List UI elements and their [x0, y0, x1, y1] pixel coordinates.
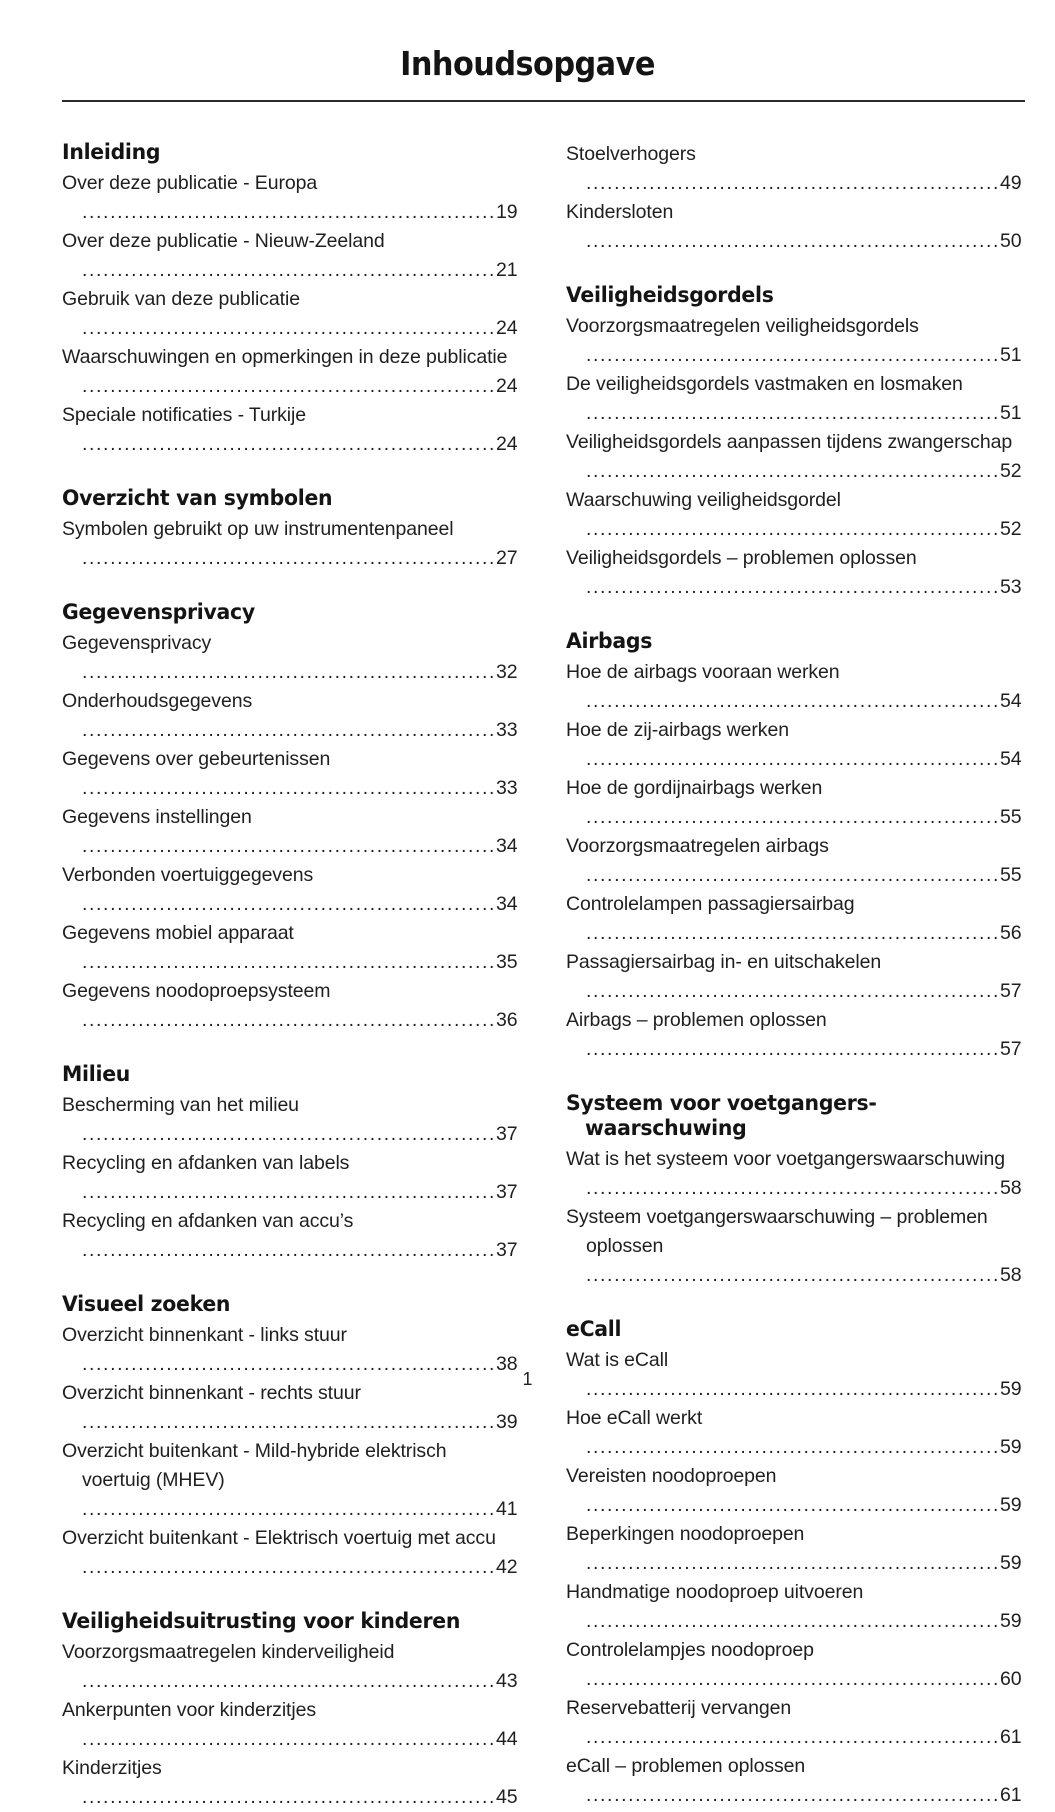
toc-entry-label: Overzicht buitenkant - Mild-hybride elektrisch voertuig (MHEV) [62, 1440, 447, 1491]
toc-entry-page-number: 52 [1000, 460, 1022, 482]
toc-entry[interactable] [62, 1696, 520, 1754]
toc-entry-label: Wat is eCall [566, 1349, 669, 1371]
toc-entry[interactable] [62, 803, 520, 861]
toc-entry-page-number: 58 [1000, 1264, 1022, 1286]
toc-entry-page-number: 55 [1000, 864, 1022, 886]
toc-entry-page-number: 34 [496, 835, 518, 857]
toc-entry[interactable] [566, 948, 1024, 1006]
toc-leader-dots: ........................................................... [586, 922, 1001, 944]
toc-leader-dots: ........................................................... [586, 690, 1001, 712]
toc-entry-label: Over deze publicatie - Europa [62, 172, 318, 194]
toc-entry-label: Ankerpunten voor kinderzitjes [62, 1699, 316, 1721]
toc-entry[interactable] [566, 486, 1024, 544]
toc-entry-page-number: 33 [496, 719, 518, 741]
toc-entry-page-number: 44 [496, 1728, 518, 1750]
toc-entry[interactable] [62, 629, 520, 687]
toc-entry-label: Gebruik van deze publicatie [62, 288, 300, 310]
toc-entry-page-number: 34 [496, 893, 518, 915]
toc-entry-page-number: 45 [496, 1786, 518, 1808]
toc-entry-label: Gegevens instellingen [62, 806, 252, 828]
toc-entry-label: Overzicht binnenkant - rechts stuur [62, 1382, 361, 1404]
toc-entry-page-number: 57 [1000, 1038, 1022, 1060]
toc-entry[interactable] [566, 544, 1024, 602]
toc-section-heading: Veiligheidsgordels [566, 283, 774, 308]
toc-entry-page-number: 59 [1000, 1494, 1022, 1516]
toc-entry-label: Gegevens over gebeurtenissen [62, 748, 331, 770]
toc-leader-dots: ........................................................... [82, 1670, 497, 1692]
toc-entry-page-number: 54 [1000, 690, 1022, 712]
toc-entry[interactable] [62, 515, 520, 573]
toc-entry-page-number: 39 [496, 1411, 518, 1433]
toc-entry-page-number: 36 [496, 1009, 518, 1031]
toc-entry[interactable] [566, 1462, 1024, 1520]
toc-leader-dots: ........................................................... [82, 259, 497, 281]
toc-entry[interactable] [566, 312, 1024, 370]
toc-entry-page-number: 53 [1000, 576, 1022, 598]
toc-leader-dots: ........................................................... [586, 1552, 1001, 1574]
toc-leader-dots: ........................................................... [586, 402, 1001, 424]
toc-entry-page-number: 52 [1000, 518, 1022, 540]
toc-entry[interactable] [566, 1404, 1024, 1462]
toc-leader-dots: ........................................................... [586, 806, 1001, 828]
toc-leader-dots: ........................................................... [82, 201, 497, 223]
toc-leader-dots: ........................................................... [586, 344, 1001, 366]
toc-leader-dots: ........................................................... [82, 1786, 497, 1808]
toc-leader-dots: ........................................................... [82, 1353, 497, 1375]
toc-entry-label: Beperkingen noodoproepen [566, 1523, 805, 1545]
toc-entry[interactable] [62, 285, 520, 343]
toc-section-heading: Milieu [62, 1062, 131, 1087]
toc-entry-label: Veiligheidsgordels aanpassen tijdens zwangerschap [566, 431, 1013, 453]
toc-section-heading: Overzicht van symbolen [62, 486, 333, 511]
toc-entry-label: Waarschuwingen en opmerkingen in deze publicatie [62, 346, 508, 368]
toc-entry-label: De veiligheidsgordels vastmaken en losmaken [566, 373, 963, 395]
toc-entry-label: Wat is het systeem voor voetgangerswaarschuwing [566, 1148, 1005, 1170]
toc-section-heading: Veiligheidsuitrusting voor kinderen [62, 1609, 461, 1634]
toc-entry-label: Airbags – problemen oplossen [566, 1009, 827, 1031]
toc-section-heading: Airbags [566, 629, 653, 654]
toc-entry[interactable] [62, 1091, 520, 1149]
toc-leader-dots: ........................................................... [586, 576, 1001, 598]
toc-entry[interactable] [566, 1694, 1024, 1752]
toc-section [62, 140, 520, 459]
toc-right-column [566, 140, 1024, 1812]
toc-entry[interactable] [62, 1524, 520, 1582]
toc-entry[interactable] [62, 919, 520, 977]
toc-entry[interactable] [566, 716, 1024, 774]
toc-entry[interactable] [62, 861, 520, 919]
toc-section [62, 1062, 520, 1265]
toc-leader-dots: ........................................................... [82, 893, 497, 915]
toc-leader-dots: ........................................................... [586, 1177, 1001, 1199]
toc-entry[interactable] [62, 687, 520, 745]
toc-entry-page-number: 49 [1000, 172, 1022, 194]
toc-entry-page-number: 59 [1000, 1378, 1022, 1400]
toc-entry-label: Voorzorgsmaatregelen kinderveiligheid [62, 1641, 395, 1663]
toc-entry[interactable] [62, 343, 520, 401]
toc-section [566, 283, 1024, 602]
footer-page-number: 1 [522, 1369, 533, 1389]
toc-entry-page-number: 51 [1000, 344, 1022, 366]
toc-leader-dots: ........................................................... [82, 1123, 497, 1145]
toc-entry-label: Recycling en afdanken van accu’s [62, 1210, 354, 1232]
toc-entry-label: Hoe de airbags vooraan werken [566, 661, 840, 683]
toc-leader-dots: ........................................................... [586, 748, 1001, 770]
toc-entry-page-number: 41 [496, 1498, 518, 1520]
toc-section [62, 486, 520, 573]
page-title: Inhoudsopgave [400, 44, 655, 83]
toc-leader-dots: ........................................................... [586, 1378, 1001, 1400]
toc-entry[interactable] [62, 745, 520, 803]
title-divider [62, 100, 1025, 102]
toc-leader-dots: ........................................................... [586, 518, 1001, 540]
toc-section [566, 1091, 1024, 1290]
toc-entry[interactable] [566, 774, 1024, 832]
toc-entry-label: Handmatige noodoproep uitvoeren [566, 1581, 864, 1603]
toc-entry-page-number: 19 [496, 201, 518, 223]
toc-entry[interactable] [566, 428, 1024, 486]
toc-entry-label: Passagiersairbag in- en uitschakelen [566, 951, 882, 973]
toc-entry-label: Hoe de gordijnairbags werken [566, 777, 823, 799]
toc-entry[interactable] [566, 658, 1024, 716]
toc-entry-page-number: 38 [496, 1353, 518, 1375]
toc-section [566, 140, 1024, 256]
toc-left-column [62, 140, 520, 1812]
toc-leader-dots: ........................................................... [82, 375, 497, 397]
toc-entry[interactable] [62, 977, 520, 1035]
toc-section [566, 629, 1024, 1064]
toc-entry-label: Verbonden voertuiggegevens [62, 864, 314, 886]
toc-entry[interactable] [566, 198, 1024, 256]
toc-leader-dots: ........................................................... [82, 951, 497, 973]
toc-leader-dots: ........................................................... [586, 1610, 1001, 1632]
toc-entry-label: Hoe de zij-airbags werken [566, 719, 789, 741]
toc-entry-label: Waarschuwing veiligheidsgordel [566, 489, 841, 511]
toc-section [62, 1609, 520, 1812]
toc-section-heading: Visueel zoeken [62, 1292, 231, 1317]
toc-leader-dots: ........................................................... [82, 1411, 497, 1433]
toc-entry-page-number: 24 [496, 433, 518, 455]
toc-entry-label: Kinderzitjes [62, 1757, 162, 1779]
toc-section [62, 1292, 520, 1582]
toc-leader-dots: ........................................................... [586, 1038, 1001, 1060]
toc-leader-dots: ........................................................... [82, 1498, 497, 1520]
toc-entry-page-number: 56 [1000, 922, 1022, 944]
toc-entry-page-number: 59 [1000, 1610, 1022, 1632]
toc-leader-dots: ........................................................... [586, 1264, 1001, 1286]
toc-entry[interactable] [566, 1203, 1024, 1290]
toc-columns [62, 140, 1025, 1812]
toc-entry-label: Gegevensprivacy [62, 632, 212, 654]
toc-entry-page-number: 58 [1000, 1177, 1022, 1199]
toc-leader-dots: ........................................................... [82, 547, 497, 569]
toc-leader-dots: ........................................................... [82, 661, 497, 683]
toc-entry[interactable] [62, 227, 520, 285]
toc-leader-dots: ........................................................... [586, 1784, 1001, 1806]
toc-entry-label: Bescherming van het milieu [62, 1094, 299, 1116]
toc-entry[interactable] [566, 832, 1024, 890]
toc-entry-label: Vereisten noodoproepen [566, 1465, 777, 1487]
toc-entry-label: Gegevens noodoproepsysteem [62, 980, 331, 1002]
toc-entry-label: Systeem voetgangerswaarschuwing – problemen oplossen [566, 1206, 988, 1257]
toc-entry-label: Reservebatterij vervangen [566, 1697, 792, 1719]
toc-entry-page-number: 57 [1000, 980, 1022, 1002]
toc-leader-dots: ........................................................... [586, 1726, 1001, 1748]
toc-entry-page-number: 24 [496, 375, 518, 397]
toc-entry[interactable] [62, 1437, 520, 1524]
toc-entry-label: Recycling en afdanken van labels [62, 1152, 350, 1174]
toc-leader-dots: ........................................................... [586, 980, 1001, 1002]
toc-leader-dots: ........................................................... [586, 1494, 1001, 1516]
toc-entry-page-number: 61 [1000, 1726, 1022, 1748]
toc-entry-page-number: 32 [496, 661, 518, 683]
toc-entry-page-number: 60 [1000, 1668, 1022, 1690]
toc-leader-dots: ........................................................... [586, 460, 1001, 482]
toc-entry-label: Stoelverhogers [566, 143, 696, 165]
toc-entry-label: Onderhoudsgegevens [62, 690, 253, 712]
toc-entry-label: Symbolen gebruikt op uw instrumentenpaneel [62, 518, 454, 540]
toc-entry-label: Hoe eCall werkt [566, 1407, 703, 1429]
toc-entry[interactable] [62, 1207, 520, 1265]
toc-entry-label: Speciale notificaties - Turkije [62, 404, 307, 426]
toc-entry-label: Controlelampen passagiersairbag [566, 893, 855, 915]
toc-entry-label: Voorzorgsmaatregelen airbags [566, 835, 829, 857]
toc-entry[interactable] [62, 169, 520, 227]
toc-entry-label: Veiligheidsgordels – problemen oplossen [566, 547, 917, 569]
toc-leader-dots: ........................................................... [586, 1436, 1001, 1458]
toc-entry-page-number: 55 [1000, 806, 1022, 828]
toc-entry-page-number: 61 [1000, 1784, 1022, 1806]
toc-entry-page-number: 37 [496, 1123, 518, 1145]
toc-entry[interactable] [62, 1754, 520, 1812]
toc-section [566, 1317, 1024, 1810]
toc-leader-dots: ........................................................... [586, 1668, 1001, 1690]
toc-leader-dots: ........................................................... [82, 719, 497, 741]
toc-entry-page-number: 59 [1000, 1552, 1022, 1574]
toc-entry-page-number: 37 [496, 1239, 518, 1261]
toc-entry-page-number: 27 [496, 547, 518, 569]
toc-entry-label: Gegevens mobiel apparaat [62, 922, 294, 944]
toc-entry-label: Over deze publicatie - Nieuw-Zeeland [62, 230, 385, 252]
toc-leader-dots: ........................................................... [82, 835, 497, 857]
toc-leader-dots: ........................................................... [82, 777, 497, 799]
toc-section [62, 600, 520, 1035]
toc-entry[interactable] [566, 140, 1024, 198]
toc-leader-dots: ........................................................... [82, 433, 497, 455]
toc-leader-dots: ........................................................... [82, 1009, 497, 1031]
toc-entry-page-number: 43 [496, 1670, 518, 1692]
toc-entry[interactable] [62, 1149, 520, 1207]
toc-leader-dots: ........................................................... [586, 172, 1001, 194]
toc-leader-dots: ........................................................... [82, 317, 497, 339]
toc-entry-label: Overzicht binnenkant - links stuur [62, 1324, 347, 1346]
toc-entry-page-number: 51 [1000, 402, 1022, 424]
toc-entry-label: eCall – problemen oplossen [566, 1755, 806, 1777]
toc-section-heading: eCall [566, 1317, 622, 1342]
toc-entry-label: Controlelampjes noodoproep [566, 1639, 814, 1661]
toc-entry-page-number: 35 [496, 951, 518, 973]
toc-entry[interactable] [62, 401, 520, 459]
toc-section-heading: Inleiding [62, 140, 161, 165]
toc-entry-page-number: 37 [496, 1181, 518, 1203]
toc-leader-dots: ........................................................... [82, 1181, 497, 1203]
toc-entry-page-number: 24 [496, 317, 518, 339]
toc-section-heading: Gegevensprivacy [62, 600, 255, 625]
toc-entry-page-number: 59 [1000, 1436, 1022, 1458]
toc-entry[interactable] [566, 1752, 1024, 1810]
toc-leader-dots: ........................................................... [82, 1239, 497, 1261]
toc-leader-dots: ........................................................... [586, 230, 1001, 252]
toc-entry[interactable] [566, 1145, 1024, 1203]
toc-entry[interactable] [566, 1578, 1024, 1636]
toc-leader-dots: ........................................................... [82, 1556, 497, 1578]
toc-entry[interactable] [62, 1638, 520, 1696]
toc-entry-label: Voorzorgsmaatregelen veiligheidsgordels [566, 315, 919, 337]
toc-entry[interactable] [566, 370, 1024, 428]
toc-section-heading: Systeem voor voetgangers-waarschuwing [566, 1091, 877, 1141]
toc-entry-label: Overzicht buitenkant - Elektrisch voertuig met accu [62, 1527, 496, 1549]
toc-entry-page-number: 21 [496, 259, 518, 281]
toc-entry-page-number: 42 [496, 1556, 518, 1578]
toc-entry-label: Kindersloten [566, 201, 674, 223]
toc-leader-dots: ........................................................... [82, 1728, 497, 1750]
toc-leader-dots: ........................................................... [586, 864, 1001, 886]
toc-entry-page-number: 33 [496, 777, 518, 799]
toc-entry[interactable] [566, 890, 1024, 948]
toc-entry-page-number: 50 [1000, 230, 1022, 252]
toc-entry-page-number: 54 [1000, 748, 1022, 770]
toc-entry[interactable] [566, 1636, 1024, 1694]
toc-entry[interactable] [566, 1520, 1024, 1578]
toc-entry[interactable] [566, 1006, 1024, 1064]
